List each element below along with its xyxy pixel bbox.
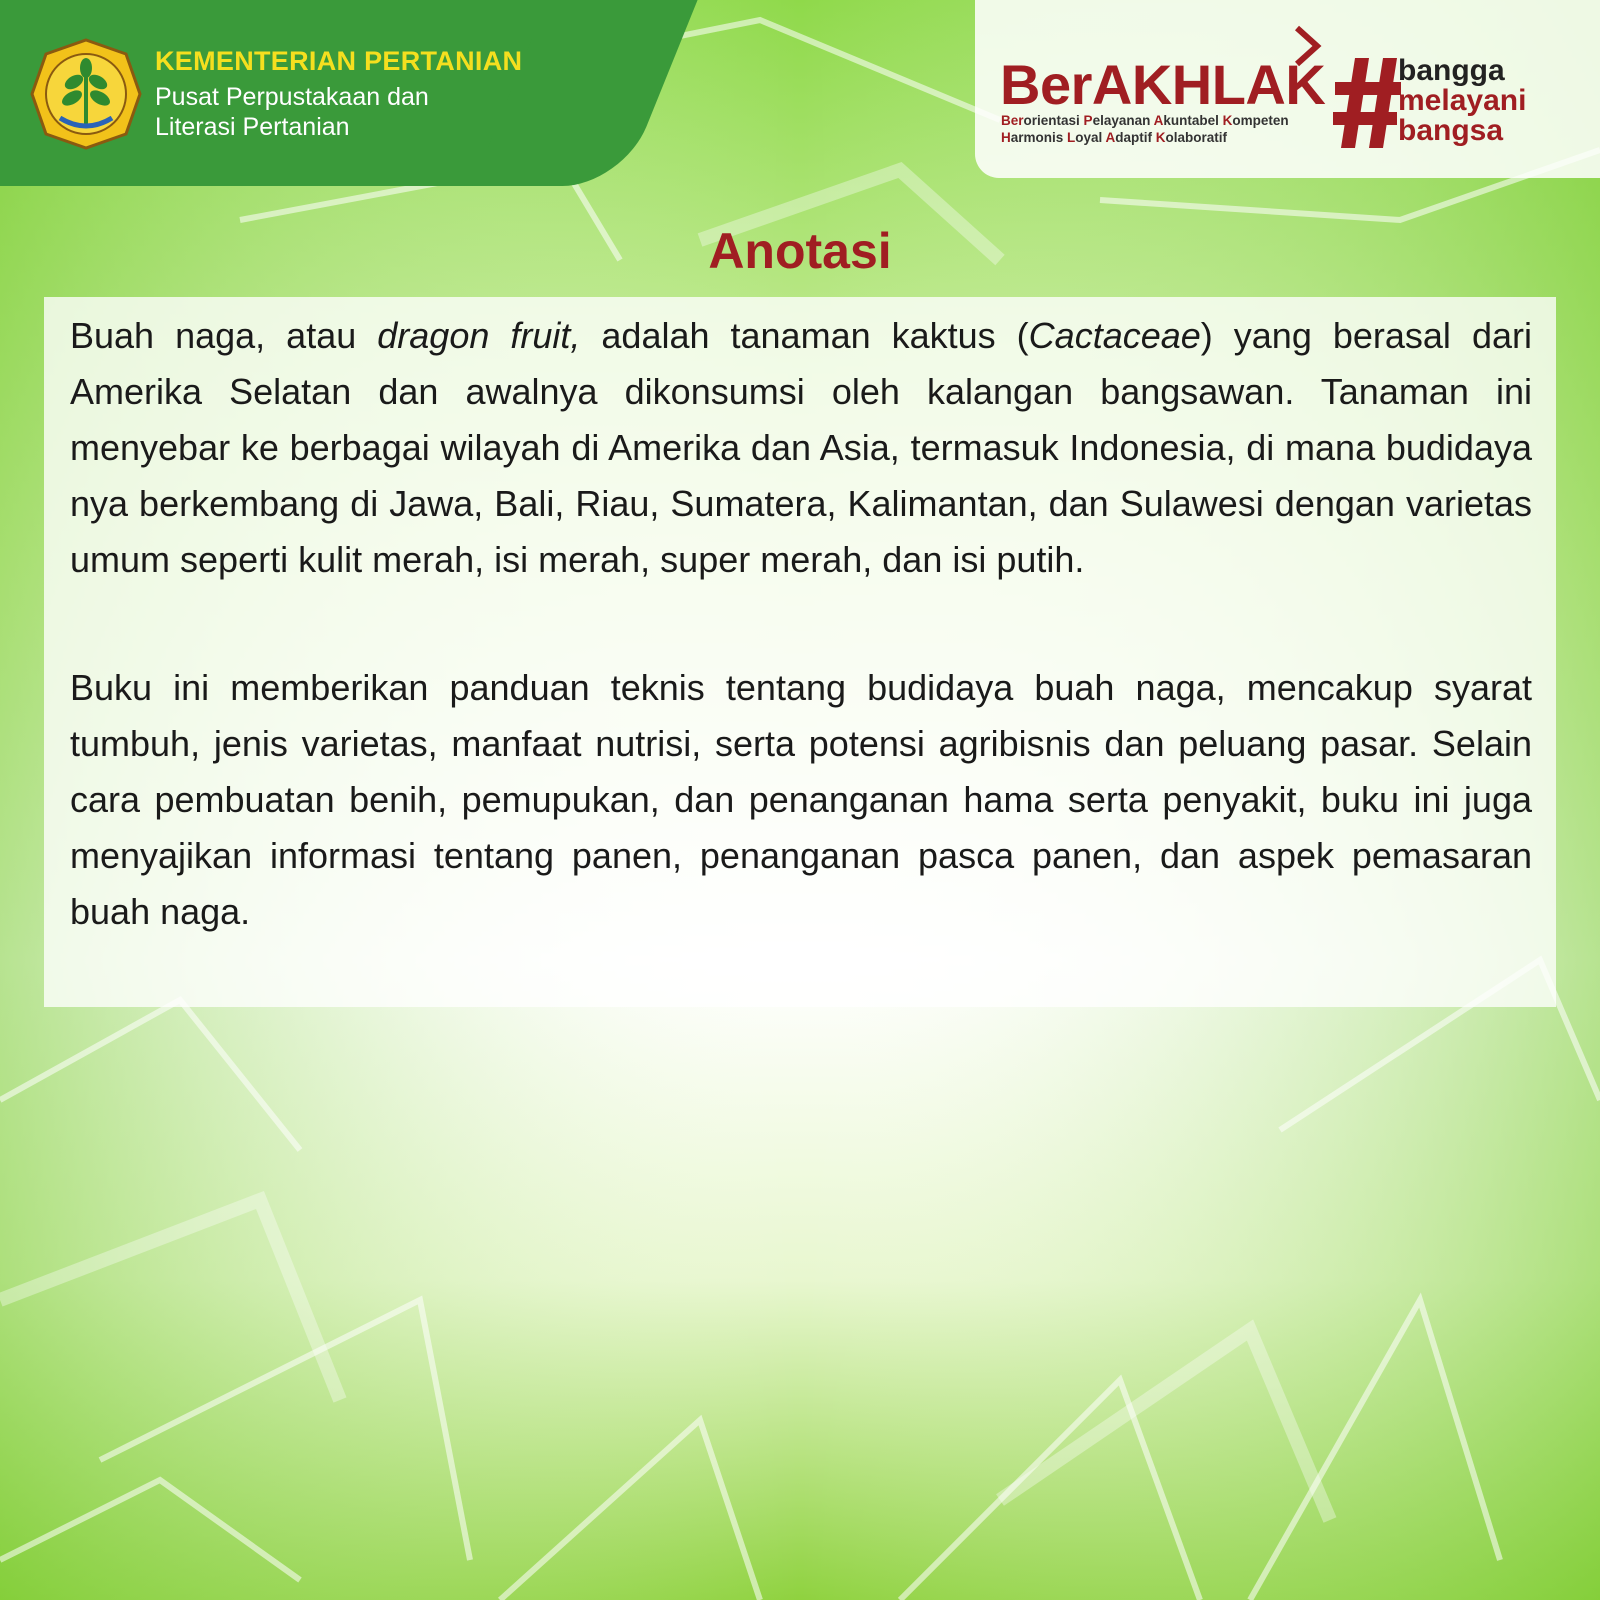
page-title: Anotasi <box>708 223 892 279</box>
slogan-line1: bangga <box>1398 54 1505 87</box>
brand-word: BerAKHLAK <box>1000 53 1326 116</box>
paragraph1-part2: adalah tanaman kaktus ( <box>580 315 1029 356</box>
ministry-name: KEMENTERIAN PERTANIAN <box>155 46 523 76</box>
chevron-right-icon <box>1293 24 1323 68</box>
ministry-unit-line1: Pusat Perpustakaan dan <box>155 83 429 111</box>
slogan-line3: bangsa <box>1398 114 1504 147</box>
brand-tagline-line2: Harmonis Loyal Adaptif Kolaboratif <box>1001 130 1228 145</box>
paragraph1-italic2: Cactaceae <box>1028 315 1201 356</box>
paragraph1-part1: Buah naga, atau <box>70 315 378 356</box>
annotation-paragraph-1 <box>70 308 1532 588</box>
ministry-unit <box>155 82 555 142</box>
ministry-unit-line2: Literasi Pertanian <box>155 113 350 141</box>
slogan-line2: melayani <box>1398 84 1527 117</box>
hashtag-icon <box>1333 58 1401 148</box>
paragraph1-italic1: dragon fruit, <box>377 315 581 356</box>
paragraph1-part3: ) yang berasal dari Amerika Selatan dan awalnya dikonsumsi oleh kalangan bangsawan. Tanaman ini menyebar ke berbagai wilayah di Amerika dan Asia, termasuk Indonesia, di mana budidaya nya berkembang di Jawa, Bali, Riau, Sumatera, Kalimantan, dan Sulawesi dengan varietas umum seperti kulit merah, isi merah, super merah, dan isi putih. <box>70 315 1532 580</box>
ministry-logo-icon <box>30 38 142 150</box>
brand-tagline-line1: Berorientasi Pelayanan Akuntabel Kompeten <box>1001 113 1289 128</box>
annotation-paragraph-2: Buku ini memberikan panduan teknis tentang budidaya buah naga, mencakup syarat tumbuh, jenis varietas, manfaat nutrisi, serta potensi agribisnis dan peluang pasar. Selain cara pembuatan benih, pemupukan, dan penanganan hama serta penyakit, buku ini juga menyajikan informasi tentang panen, penanganan pasca panen, dan aspek pemasaran buah naga. <box>70 667 1532 932</box>
